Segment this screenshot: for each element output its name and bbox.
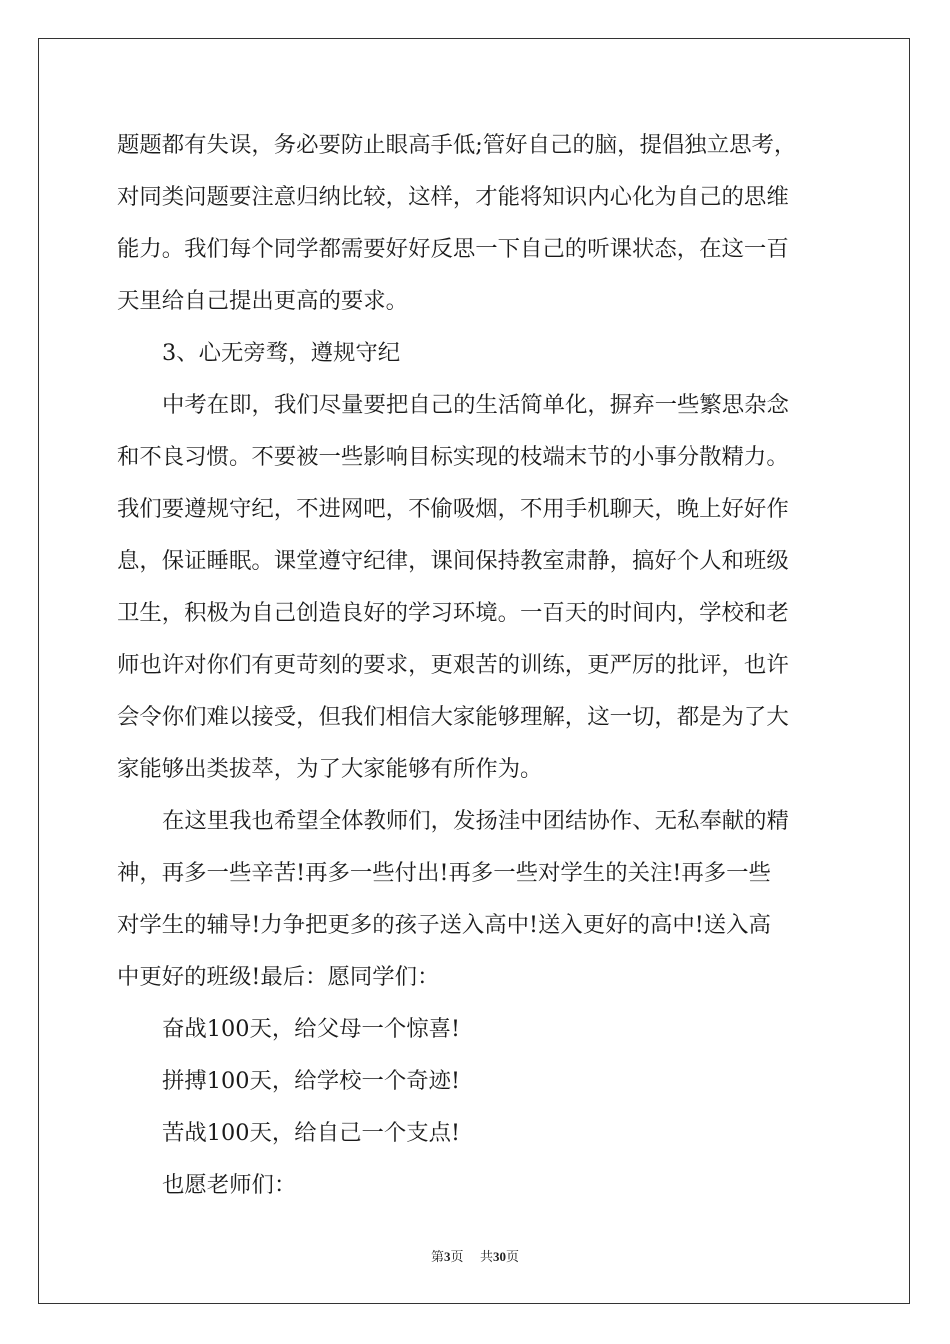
page-suffix: 页: [450, 1250, 464, 1265]
slogan-line: 奋战100天，给父母一个惊喜!: [162, 1016, 461, 1042]
document-body: [117, 125, 835, 1217]
body-line: 对学生的辅导!力争把更多的孩子送入高中!送入更好的高中!送入高: [117, 912, 771, 938]
body-line: 息，保证睡眠。课堂遵守纪律，课间保持教室肃静，搞好个人和班级: [117, 548, 789, 574]
closing-line: 也愿老师们：: [162, 1172, 297, 1198]
page-prefix: 第: [430, 1250, 444, 1265]
body-line: 天里给自己提出更高的要求。: [117, 288, 409, 314]
slogan-line: 苦战100天，给自己一个支点!: [162, 1120, 461, 1146]
body-line: 中更好的班级!最后：愿同学们：: [117, 964, 440, 990]
body-line: 家能够出类拔萃，为了大家能够有所作为。: [117, 756, 543, 782]
body-line: 能力。我们每个同学都需要好好反思一下自己的听课状态，在这一百: [117, 236, 789, 262]
body-line: 神，再多一些辛苦!再多一些付出!再多一些对学生的关注!再多一些: [117, 860, 771, 886]
page-footer: [0, 1246, 950, 1265]
total-suffix: 页: [506, 1250, 520, 1265]
paragraph-start-line: 中考在即，我们尽量要把自己的生活简单化，摒弃一些繁思杂念: [162, 392, 789, 418]
total-pages: 30: [493, 1249, 507, 1264]
body-line: 我们要遵规守纪，不进网吧，不偷吸烟，不用手机聊天，晚上好好作: [117, 496, 789, 522]
body-line: 卫生，积极为自己创造良好的学习环境。一百天的时间内，学校和老: [117, 600, 789, 626]
body-line: 会令你们难以接受，但我们相信大家能够理解，这一切，都是为了大: [117, 704, 789, 730]
paragraph-start-line: 在这里我也希望全体教师们，发扬洼中团结协作、无私奉献的精: [162, 808, 789, 834]
body-line: 题题都有失误，务必要防止眼高手低;管好自己的脑，提倡独立思考，: [117, 132, 797, 158]
page-number: 3: [443, 1249, 451, 1264]
slogan-line: 拼搏100天，给学校一个奇迹!: [162, 1068, 461, 1094]
body-line: 对同类问题要注意归纳比较，这样，才能将知识内心化为自己的思维: [117, 184, 789, 210]
total-prefix: 共: [480, 1250, 494, 1265]
body-line: 和不良习惯。不要被一些影响目标实现的枝端末节的小事分散精力。: [117, 444, 789, 470]
body-line: 师也许对你们有更苛刻的要求，更艰苦的训练，更严厉的批评，也许: [117, 652, 789, 678]
section-heading: 3、心无旁骛，遵规守纪: [162, 340, 401, 366]
